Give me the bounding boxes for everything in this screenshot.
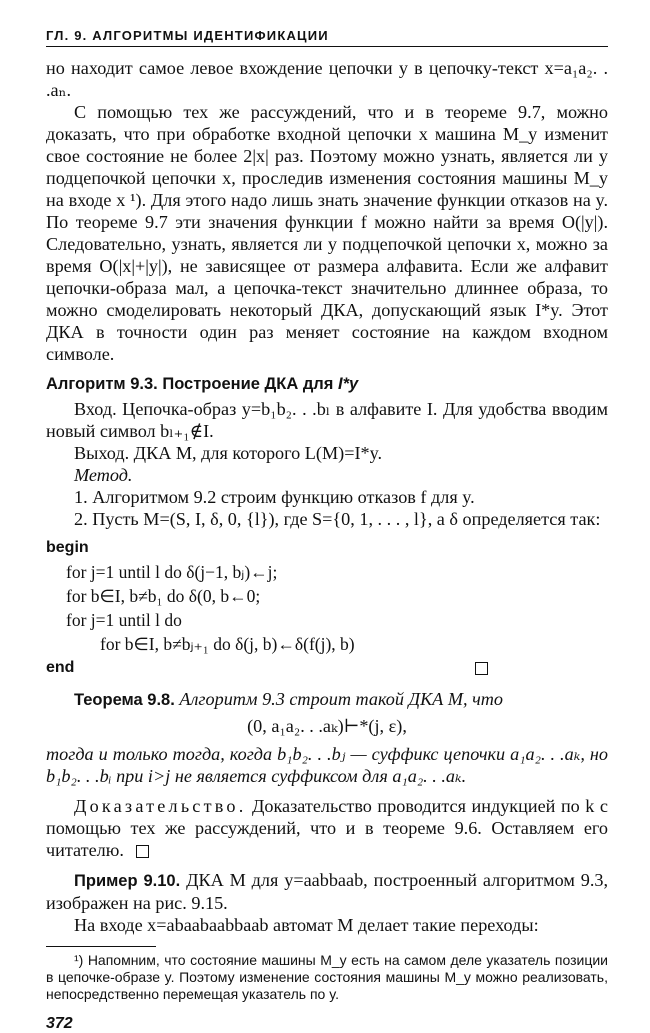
page-number: 372 bbox=[46, 1015, 73, 1032]
code-line-2: for b∈I, b≠b₁ do δ(0, b←0; bbox=[66, 586, 261, 606]
algorithm-title bbox=[46, 375, 608, 394]
algorithm-title-text: Алгоритм 9.3. Построение ДКА для bbox=[46, 375, 339, 393]
proof bbox=[46, 795, 608, 861]
example bbox=[46, 869, 608, 914]
theorem bbox=[46, 688, 608, 711]
footnote: ¹) Напомним, что состояние машины M_y есть на самом деле указатель позиции в цепочке-образе y. Поэтому изменение состояния машины M_y можно реализовать, непосредственно перемещая указатель по y. bbox=[46, 952, 608, 1002]
example-head: Пример 9.10. bbox=[74, 872, 181, 890]
code-begin: begin bbox=[46, 539, 89, 556]
algorithm-step-2: 2. Пусть M=(S, I, δ, 0, {l}), где S={0, 1, . . . , l}, а δ определяется так: bbox=[74, 509, 601, 529]
code-end: end bbox=[46, 659, 75, 676]
algorithm-method: Метод. bbox=[74, 465, 133, 485]
running-head: ГЛ. 9. АЛГОРИТМЫ ИДЕНТИФИКАЦИИ bbox=[46, 28, 608, 47]
code-block bbox=[46, 536, 608, 680]
algorithm-output: Выход. ДКА M, для которого L(M)=I*y. bbox=[74, 443, 383, 463]
code-line-1: for j=1 until l do δ(j−1, bⱼ)←j; bbox=[66, 562, 278, 582]
algorithm-step-1: 1. Алгоритмом 9.2 строим функцию отказов f для y. bbox=[74, 487, 475, 507]
code-line-3: for j=1 until l do bbox=[66, 610, 182, 630]
example-line-2: На входе x=abaabaabbaab автомат M делает такие переходы: bbox=[74, 915, 539, 935]
paragraph-continuation: но находит самое левое вхождение цепочки y в цепочку-текст x=a₁a₂. . .aₙ. bbox=[46, 58, 608, 100]
qed-square-icon bbox=[136, 845, 149, 858]
algorithm-title-var: I*y bbox=[338, 375, 359, 393]
algorithm-input: Вход. Цепочка-образ y=b₁b₂. . .bₗ в алфавите I. Для удобства вводим новый символ bₗ₊₁∉I. bbox=[46, 399, 608, 441]
theorem-text: Алгоритм 9.3 строит такой ДКА M, что bbox=[179, 689, 503, 709]
proof-word: Доказательство. bbox=[74, 796, 247, 816]
proof-text: Доказательство проводится индукцией по k с помощью тех же рассуждений, что и в теореме 9.6. Оставляем его читателю. bbox=[46, 796, 609, 860]
theorem-head: Теорема 9.8. bbox=[74, 691, 175, 709]
qed-square-icon bbox=[475, 662, 488, 675]
page bbox=[46, 28, 608, 1033]
code-end-row bbox=[46, 656, 608, 680]
theorem-continuation: тогда и только тогда, когда b₁b₂. . .bⱼ — суффикс цепочки a₁a₂. . .aₖ, но b₁b₂. . .bᵢ при i>j не является суффиксом для a₁a₂. . .aₖ. bbox=[46, 744, 608, 786]
paragraph-main: С помощью тех же рассуждений, что и в теореме 9.7, можно доказать, что при обработке входной цепочки x машина M_y изменит свое состояние не более 2|x| раз. Поэтому можно узнать, является ли y подцепочкой цепочки x, проследив изменения состояния машины M_y на входе x ¹). Для этого надо лишь знать значение функции отказов на y. По теореме 9.7 эти значения функции f можно найти за время O(|y|). Следовательно, узнать, является ли y подцепочкой цепочки x, можно за время O(|x|+|y|), не зависящее от размера алфавита. Если же алфавит цепочки-образа мал, а цепочка-текст значительно длиннее образа, то можно смоделировать некоторый ДКА, допускающий язык I*y. Этот ДКА в точности один раз меняет состояние на каждом входном символе. bbox=[46, 102, 608, 364]
example-text: ДКА M для y=aabbaab, построенный алгоритмом 9.3, изображен на рис. 9.15. bbox=[46, 870, 609, 913]
footnote-divider bbox=[46, 946, 156, 947]
theorem-formula: (0, a₁a₂. . .aₖ)⊢*(j, ε), bbox=[247, 716, 407, 736]
code-line-4: for b∈I, b≠bⱼ₊₁ do δ(j, b)←δ(f(j), b) bbox=[100, 634, 355, 654]
